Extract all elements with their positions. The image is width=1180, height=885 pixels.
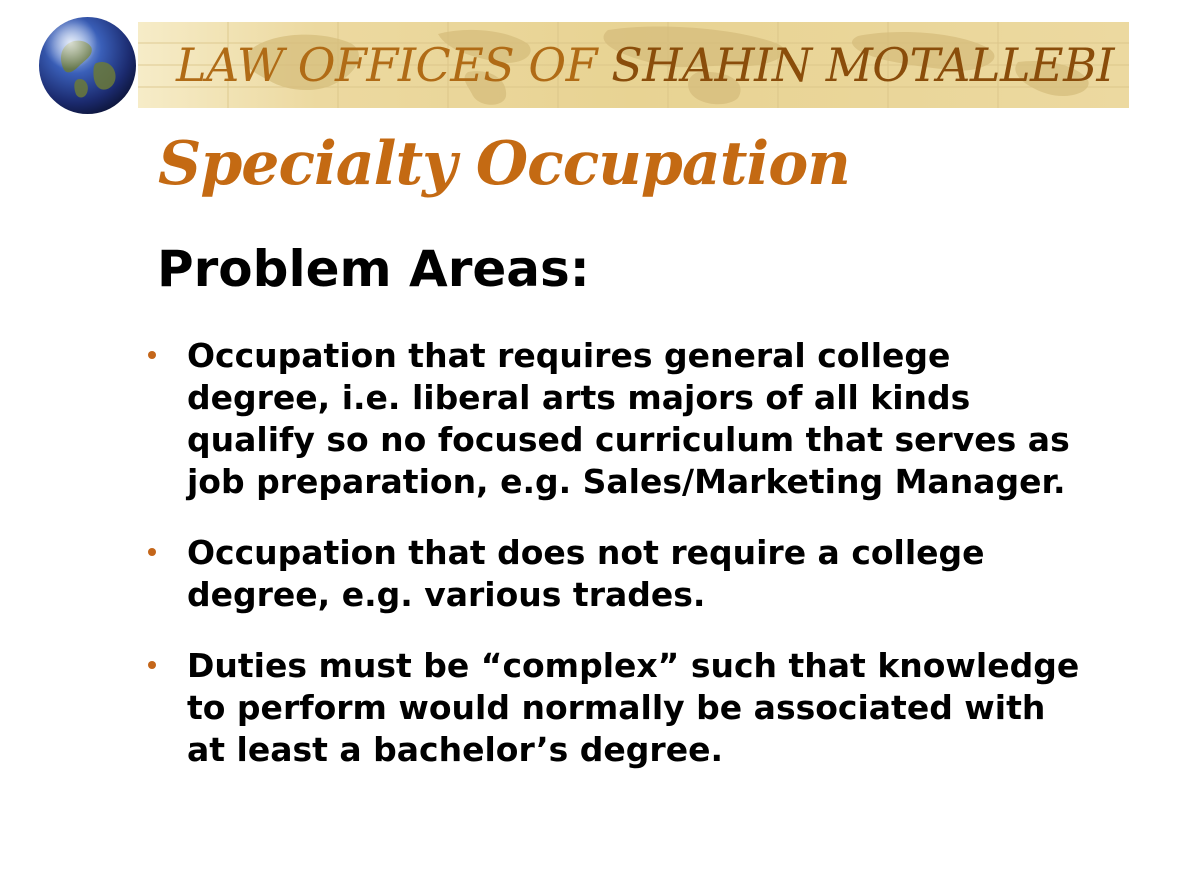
bullet-text: Occupation that does not require a college degree, e.g. various trades. [187,533,985,614]
firm-name-attorney: SHAHIN MOTALLEBI [611,38,1115,92]
firm-name-prefix: LAW OFFICES OF [176,38,612,92]
slide-title: Specialty Occupation [158,129,850,199]
slide-subtitle: Problem Areas: [157,240,590,298]
firm-name [176,38,1115,92]
bullet-list [148,335,1128,800]
header-banner [138,22,1129,108]
bullet-icon [148,548,156,556]
list-item [148,532,1128,616]
bullet-text: Occupation that requires general college degree, i.e. liberal arts majors of all kinds qualify so no focused curriculum that serves as job preparation, e.g. Sales/Marketing Manager. [187,336,1070,501]
globe-icon [38,16,137,115]
bullet-text: Duties must be “complex” such that knowledge to perform would normally be associated with at least a bachelor’s degree. [187,646,1080,769]
list-item [148,645,1128,771]
bullet-icon [148,351,156,359]
bullet-icon [148,661,156,669]
list-item [148,335,1128,503]
